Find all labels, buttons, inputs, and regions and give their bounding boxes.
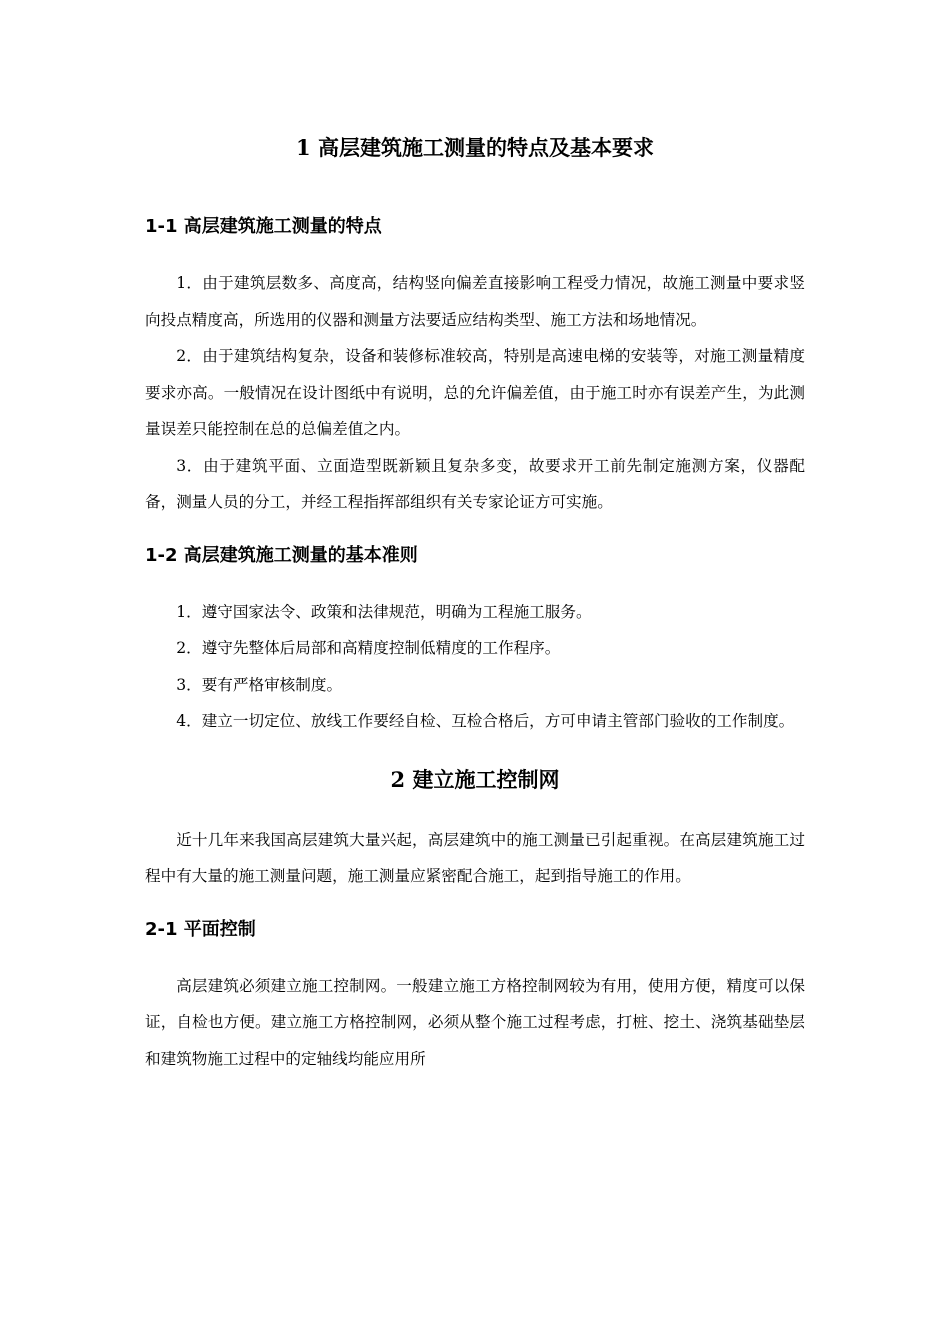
paragraph: 1．由于建筑层数多、高度高，结构竖向偏差直接影响工程受力情况，故施工测量中要求竖向投点精度高，所选用的仪器和测量方法要适应结构类型、施工方法和场地情况。 <box>145 274 805 329</box>
paragraph: 近十几年来我国高层建筑大量兴起，高层建筑中的施工测量已引起重视。在高层建筑施工过程中有大量的施工测量问题，施工测量应紧密配合施工，起到指导施工的作用。 <box>145 830 805 885</box>
paragraph: 2．遵守先整体后局部和高精度控制低精度的工作程序。 <box>176 639 561 657</box>
section-1-title: 1 高层建筑施工测量的特点及基本要求 <box>296 135 654 160</box>
paragraph: 4．建立一切定位、放线工作要经自检、互检合格后，方可申请主管部门验收的工作制度。 <box>176 712 795 730</box>
subsection-2-1-title: 2-1 平面控制 <box>145 918 256 940</box>
subsection-1-2-title: 1-2 高层建筑施工测量的基本准则 <box>145 544 418 566</box>
paragraph: 3．由于建筑平面、立面造型既新颖且复杂多变，故要求开工前先制定施测方案，仪器配备，测量人员的分工，并经工程指挥部组织有关专家论证方可实施。 <box>145 456 805 511</box>
document-body <box>145 128 805 1077</box>
paragraph: 高层建筑必须建立施工控制网。一般建立施工方格控制网较为有用，使用方便，精度可以保证，自检也方便。建立施工方格控制网，必须从整个施工过程考虑，打桩、挖土、浇筑基础垫层和建筑物施工过程中的定轴线均能应用所 <box>145 976 805 1068</box>
paragraph: 2．由于建筑结构复杂，设备和装修标准较高，特别是高速电梯的安装等，对施工测量精度要求亦高。一般情况在设计图纸中有说明，总的允许偏差值，由于施工时亦有误差产生，为此测量误差只能控制在总的总偏差值之内。 <box>145 347 805 438</box>
section-2-title: 2 建立施工控制网 <box>390 766 560 792</box>
subsection-1-1-title: 1-1 高层建筑施工测量的特点 <box>145 216 382 237</box>
paragraph: 1．遵守国家法令、政策和法律规范，明确为工程施工服务。 <box>176 602 592 621</box>
paragraph: 3．要有严格审核制度。 <box>176 675 343 694</box>
